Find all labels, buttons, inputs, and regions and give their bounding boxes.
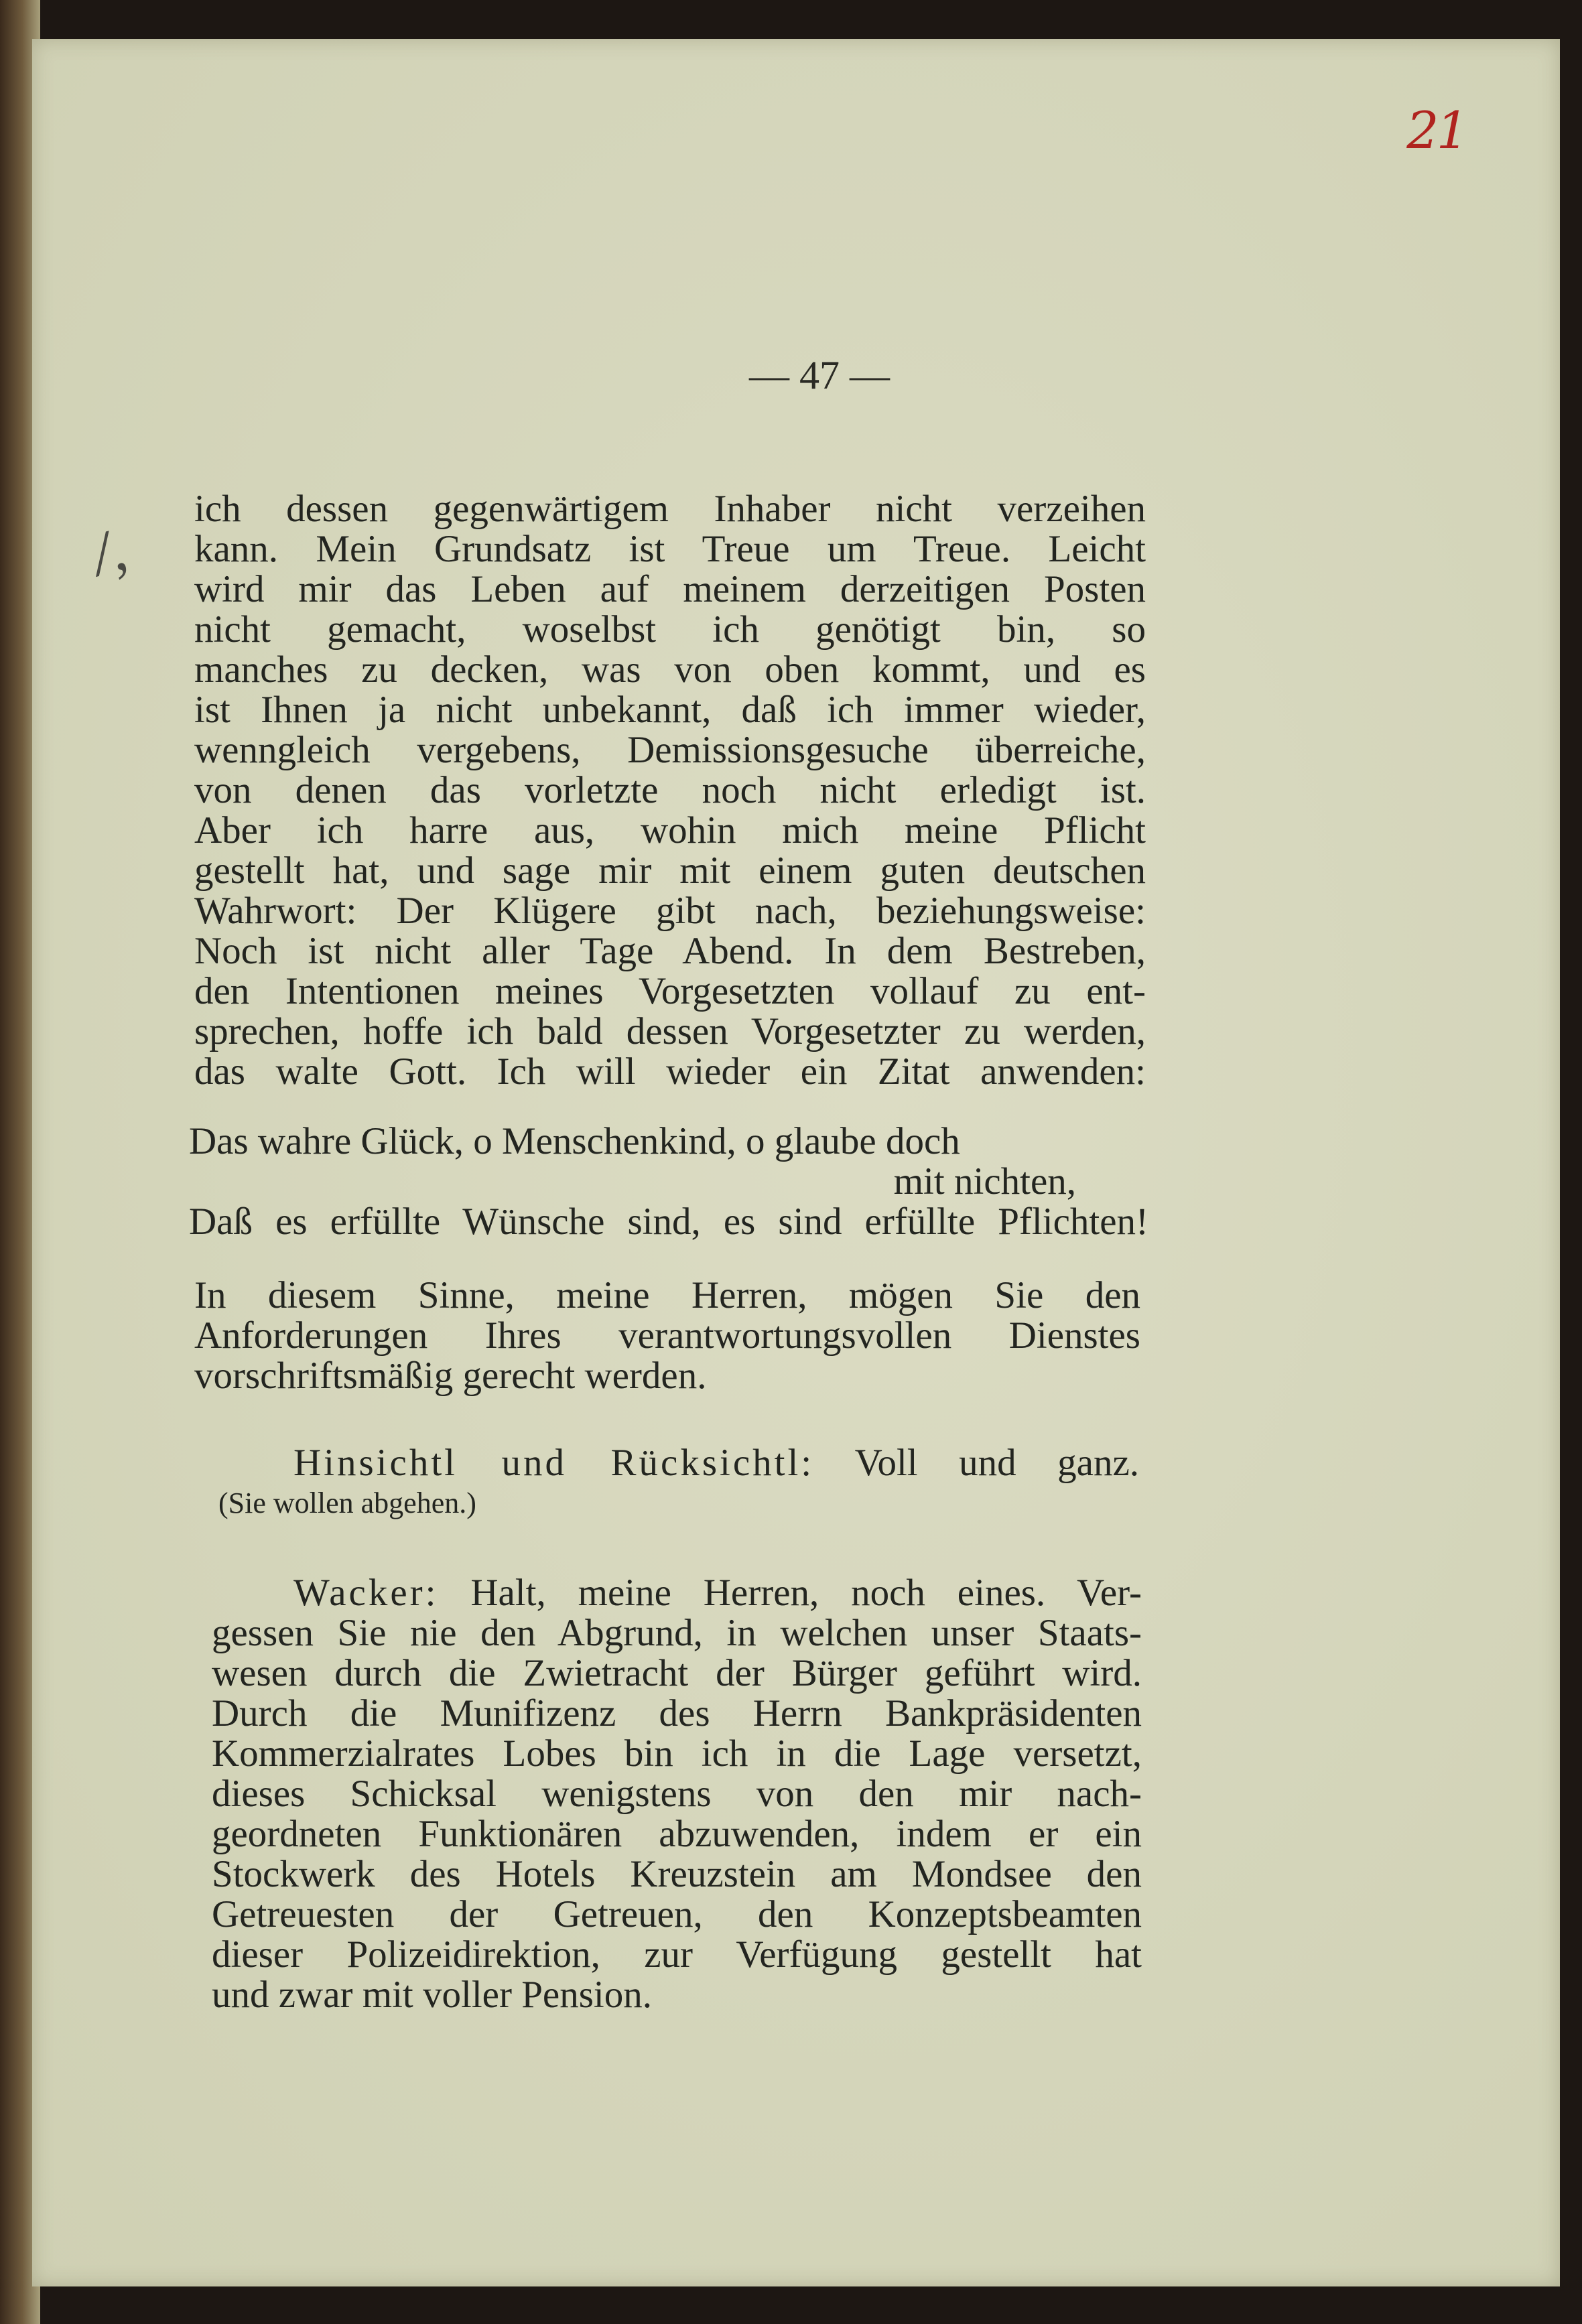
verse-line: Daß es erfüllte Wünsche sind, es sind erfüllte Pflichten! xyxy=(189,1201,1148,1243)
verse-line-continuation: mit nichten, xyxy=(893,1160,1076,1203)
text-line: und zwar mit voller Pension. xyxy=(212,1974,652,2016)
text-line: gestellt hat, und sage mir mit einem guten deutschen xyxy=(194,849,1146,892)
text-line: Stockwerk des Hotels Kreuzstein am Mondsee den xyxy=(212,1853,1142,1895)
text-line: manches zu decken, was von oben kommt, und es xyxy=(194,648,1146,691)
text-line: Anforderungen Ihres verantwortungsvollen Dienstes xyxy=(194,1314,1140,1357)
dialogue-text xyxy=(293,1443,1139,1483)
text-line: ist Ihnen ja nicht unbekannt, daß ich immer wieder, xyxy=(194,689,1146,731)
text-line: Aber ich harre aus, wohin mich meine Pflicht xyxy=(194,809,1146,851)
text-line: ich dessen gegenwärtigem Inhaber nicht verzeihen xyxy=(194,488,1146,530)
verse-quote xyxy=(189,1121,1148,1242)
dialogue-line xyxy=(293,1443,1139,1483)
spoken-text: Voll und ganz. xyxy=(854,1442,1139,1484)
text-line: dieser Polizeidirektion, zur Verfügung gestellt hat xyxy=(212,1933,1142,1976)
text-line: dieses Schicksal wenigstens von den mir nach- xyxy=(212,1773,1142,1815)
text-line: nicht gemacht, woselbst ich genötigt bin, so xyxy=(194,608,1146,651)
book-page xyxy=(32,39,1560,2286)
text-line: wesen durch die Zwietracht der Bürger geführt wird. xyxy=(212,1652,1142,1694)
paragraph-2 xyxy=(194,1276,1140,1396)
text-line: von denen das vorletzte noch nicht erledigt ist. xyxy=(194,769,1146,811)
text-line: Getreuesten der Getreuen, den Konzeptsbeamten xyxy=(212,1893,1142,1935)
spoken-text: Halt, meine Herren, noch eines. Ver- xyxy=(470,1572,1142,1614)
text-line: Kommerzialrates Lobes bin ich in die Lage versetzt, xyxy=(212,1732,1142,1775)
text-line: sprechen, hoffe ich bald dessen Vorgesetzter zu werden, xyxy=(194,1010,1146,1052)
text-line: den Intentionen meines Vorgesetzten vollauf zu ent- xyxy=(194,970,1146,1012)
handwritten-folio-number: 21 xyxy=(1406,100,1466,160)
speaker-names: Hinsichtl und Rücksichtl: xyxy=(293,1442,815,1484)
page-number-header: — 47 — xyxy=(749,353,890,397)
text-line: In diesem Sinne, meine Herren, mögen Sie den xyxy=(194,1274,1140,1316)
text-line: das walte Gott. Ich will wieder ein Zitat anwenden: xyxy=(194,1050,1146,1093)
text-line xyxy=(212,1573,1142,1613)
text-line: Noch ist nicht aller Tage Abend. In dem Bestreben, xyxy=(194,930,1146,972)
text-line: wenngleich vergebens, Demissionsgesuche überreiche, xyxy=(194,729,1146,771)
stage-direction: (Sie wollen abgehen.) xyxy=(218,1487,476,1519)
text-line: kann. Mein Grundsatz ist Treue um Treue. Leicht xyxy=(194,528,1146,570)
paragraph-1 xyxy=(194,489,1146,1092)
verse-line: Das wahre Glück, o Menschenkind, o glaube doch xyxy=(189,1120,960,1162)
text-line: gessen Sie nie den Abgrund, in welchen unser Staats- xyxy=(212,1612,1142,1654)
text-line: vorschriftsmäßig gerecht werden. xyxy=(194,1355,707,1397)
text-line: Wahrwort: Der Klügere gibt nach, beziehungsweise: xyxy=(194,890,1146,932)
text-line: wird mir das Leben auf meinem derzeitigen Posten xyxy=(194,568,1146,610)
text-line: geordneten Funktionären abzuwenden, indem er ein xyxy=(212,1813,1142,1855)
margin-pencil-mark: /, xyxy=(84,514,133,589)
text-line: Durch die Munifizenz des Herrn Bankpräsidenten xyxy=(212,1692,1142,1734)
speaker-name: Wacker: xyxy=(293,1572,439,1614)
paragraph-3 xyxy=(212,1573,1142,2015)
